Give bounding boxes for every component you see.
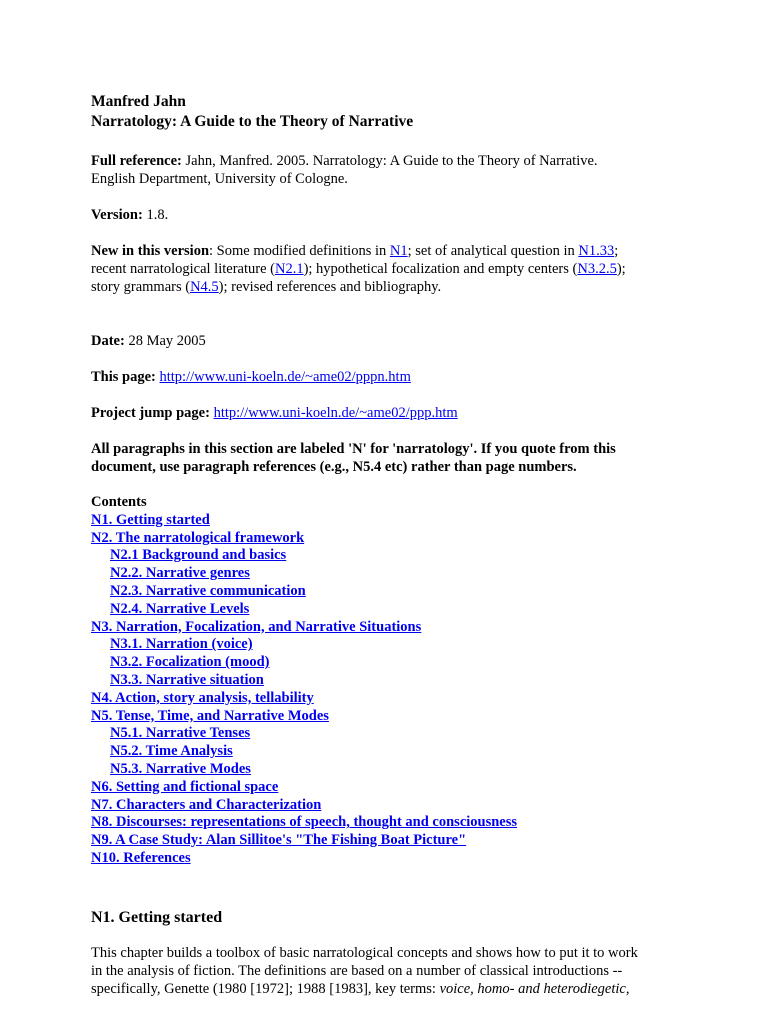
toc-link[interactable]: N3. Narration, Focalization, and Narrative Situations: [91, 618, 422, 635]
paragraph-notice: [91, 440, 731, 476]
new-text-4: recent narratological literature (: [91, 261, 275, 277]
new-text-6: );: [616, 261, 626, 277]
version: [91, 206, 731, 224]
new-text-8: ); revised references and bibliography.: [218, 279, 442, 295]
contents-heading: Contents: [91, 494, 147, 510]
toc-item: [91, 672, 731, 690]
n1-line-1: This chapter builds a toolbox of basic narratological concepts and shows how to put it to work: [91, 944, 638, 961]
toc-link[interactable]: N5. Tense, Time, and Narrative Modes: [91, 707, 329, 724]
full-reference: [91, 152, 731, 188]
toc-item: [91, 654, 731, 672]
toc-link[interactable]: N3.2. Focalization (mood): [110, 654, 270, 671]
n1-key-terms: voice, homo- and heterodiegetic,: [439, 980, 630, 997]
toc-item: [91, 583, 731, 601]
toc-item: [91, 779, 731, 797]
toc-item: [91, 530, 731, 548]
n1-line-2: in the analysis of fiction. The definitions are based on a number of classical introductions --: [91, 962, 623, 979]
date-label: Date:: [91, 333, 125, 349]
this-page-link[interactable]: http://www.uni-koeln.de/~ame02/pppn.htm: [159, 369, 411, 385]
link-n4-5[interactable]: N4.5: [190, 279, 219, 295]
new-text-7: story grammars (: [91, 279, 191, 295]
n1-line-3: specifically, Genette (1980 [1972]; 1988 [1983], key terms:: [91, 980, 440, 997]
toc-link[interactable]: N5.3. Narrative Modes: [110, 760, 251, 777]
toc-item: [91, 832, 731, 850]
toc-item: [91, 814, 731, 832]
date: [91, 332, 731, 350]
toc-link[interactable]: N3.1. Narration (voice): [110, 636, 253, 653]
new-text-2: ; set of analytical question in: [407, 243, 579, 259]
toc-link[interactable]: N1. Getting started: [91, 511, 210, 528]
toc-link[interactable]: N3.3. Narrative situation: [110, 671, 264, 688]
toc-link[interactable]: N2.2. Narrative genres: [110, 565, 250, 582]
notice-line-1: All paragraphs in this section are labeled 'N' for 'narratology'. If you quote from this: [91, 441, 616, 457]
full-reference-text-2: English Department, University of Cologne.: [91, 171, 348, 187]
toc-link[interactable]: N5.2. Time Analysis: [110, 743, 233, 760]
version-value: 1.8.: [142, 207, 169, 223]
document-page: [91, 92, 731, 998]
link-n3-2-5[interactable]: N3.2.5: [577, 261, 617, 277]
new-text-1: : Some modified definitions in: [209, 243, 390, 259]
version-label: Version:: [91, 207, 143, 223]
full-reference-label: Full reference:: [91, 153, 182, 169]
date-value: 28 May 2005: [124, 333, 206, 349]
toc-item: [91, 512, 731, 530]
toc-item: [91, 743, 731, 761]
toc-item: [91, 725, 731, 743]
toc-item: [91, 797, 731, 815]
toc-item: [91, 619, 731, 637]
link-n1[interactable]: N1: [389, 243, 408, 259]
toc-link[interactable]: N10. References: [91, 849, 191, 866]
new-in-version-label: New in this version: [91, 243, 210, 259]
toc-item: [91, 761, 731, 779]
toc-link[interactable]: N7. Characters and Characterization: [91, 796, 322, 813]
new-in-version: [91, 242, 731, 296]
section-n1-paragraph: [91, 944, 731, 998]
link-n1-33[interactable]: N1.33: [578, 243, 615, 259]
author-name: Manfred Jahn: [91, 93, 186, 110]
toc-link[interactable]: N2.4. Narrative Levels: [110, 600, 250, 617]
toc-link[interactable]: N5.1. Narrative Tenses: [110, 725, 251, 742]
link-n2-1[interactable]: N2.1: [274, 261, 304, 277]
project-jump-link[interactable]: http://www.uni-koeln.de/~ame02/ppp.htm: [213, 405, 458, 421]
toc-link[interactable]: N6. Setting and fictional space: [91, 778, 279, 795]
toc-link[interactable]: N9. A Case Study: Alan Sillitoe's "The Fishing Boat Picture": [91, 832, 467, 849]
toc-link[interactable]: N2. The narratological framework: [91, 529, 305, 546]
this-page-label: This page:: [91, 369, 156, 385]
toc-item: [91, 601, 731, 619]
toc-item: [91, 708, 731, 726]
full-reference-text: Jahn, Manfred. 2005. Narratology: A Guide to the Theory of Narrative.: [181, 153, 598, 169]
toc-link[interactable]: N4. Action, story analysis, tellability: [91, 689, 314, 706]
toc-link[interactable]: N2.1 Background and basics: [110, 547, 287, 564]
new-text-3: ;: [614, 243, 619, 259]
section-heading-n1: N1. Getting started: [91, 908, 223, 926]
notice-line-2: document, use paragraph references (e.g., N5.4 etc) rather than page numbers.: [91, 459, 577, 475]
toc-link[interactable]: N8. Discourses: representations of speech, thought and consciousness: [91, 814, 518, 831]
document-title: Narratology: A Guide to the Theory of Narrative: [91, 113, 414, 130]
project-jump-page: [91, 404, 731, 422]
toc-item: [91, 547, 731, 565]
toc-item: [91, 690, 731, 708]
new-text-5: ); hypothetical focalization and empty centers (: [303, 261, 578, 277]
toc-link[interactable]: N2.3. Narrative communication: [110, 582, 306, 599]
project-jump-label: Project jump page:: [91, 405, 210, 421]
toc-item: [91, 850, 731, 868]
toc-item: [91, 565, 731, 583]
table-of-contents: [91, 512, 731, 868]
this-page: [91, 368, 731, 386]
toc-item: [91, 636, 731, 654]
